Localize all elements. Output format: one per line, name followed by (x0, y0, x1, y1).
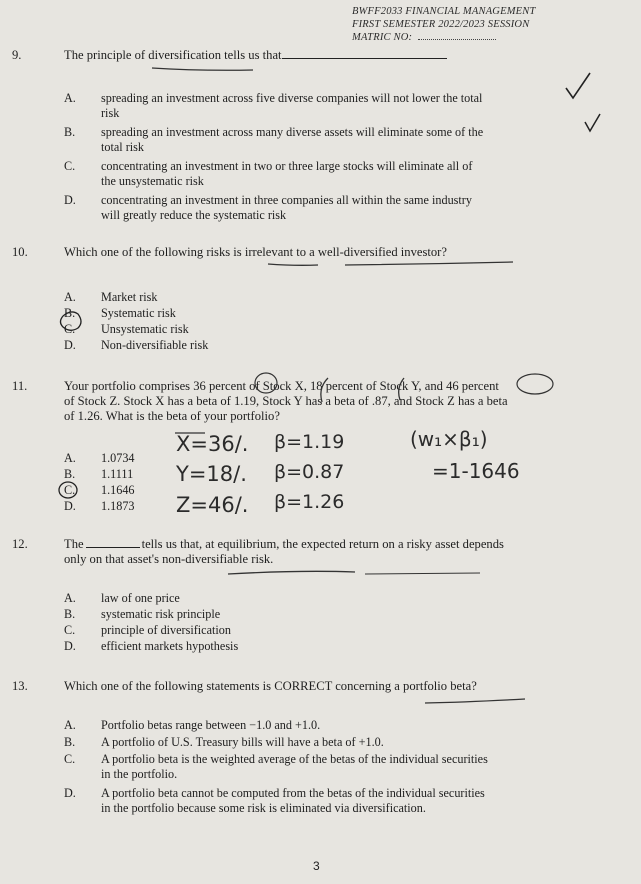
option-letter: C. (64, 322, 76, 336)
question-12 (12, 537, 632, 569)
underline-mark (345, 262, 513, 265)
option-line: concentrating an investment in three companies all within the same industry (101, 193, 472, 207)
question-number: 12. (12, 537, 28, 551)
option-line: in the portfolio because some risk is eliminated via diversification. (101, 800, 426, 815)
option-line: concentrating an investment in two or three large stocks will eliminate all of (101, 159, 473, 173)
matric-label: MATRIC NO: (352, 32, 413, 43)
option-letter: D. (64, 786, 76, 800)
underline-mark (425, 699, 525, 703)
option-letter: B. (64, 467, 76, 481)
question-line: Your portfolio comprises 36 percent of Stock X, 18 percent of Stock Y, and 46 percent (64, 379, 499, 393)
handwritten-result: =1-1646 (432, 459, 520, 483)
option-text: Unsystematic risk (101, 322, 189, 336)
question-number: 11. (12, 379, 28, 393)
answer-blank (282, 48, 447, 59)
option-text (101, 125, 581, 154)
check-mark-icon (585, 114, 600, 131)
option-letter: D. (64, 193, 76, 207)
question-text (64, 379, 508, 424)
handwritten-y: Y=18/. (176, 462, 247, 486)
option-text: A portfolio of U.S. Treasury bills will have a beta of +1.0. (101, 735, 384, 749)
option-text: efficient markets hypothesis (101, 639, 239, 653)
underline-mark (268, 264, 318, 265)
option-letter: C. (64, 159, 76, 173)
option-line: spreading an investment across five diverse companies will not lower the total (101, 91, 483, 105)
option-line: in the portfolio. (101, 766, 178, 781)
option-text (101, 193, 581, 222)
handwritten-x: X=36/. (176, 432, 249, 456)
option-letter: B. (64, 607, 76, 621)
option-letter: A. (64, 91, 76, 105)
option-text: 1.1111 (101, 467, 134, 481)
answer-blank (86, 537, 140, 548)
option-letter: A. (64, 451, 76, 465)
question-13 (12, 679, 632, 695)
question-10 (12, 245, 612, 261)
page-header (352, 6, 536, 45)
question-number: 9. (12, 48, 22, 62)
option-line: risk (101, 105, 120, 120)
option-letter: C. (64, 623, 76, 637)
option-letter: C. (64, 752, 76, 766)
option-letter: A. (64, 290, 76, 304)
underline-mark (152, 68, 253, 70)
question-line: of 1.26. What is the beta of your portfolio? (64, 409, 280, 423)
question-text-main: The principle of diversification tells us that (64, 48, 282, 62)
option-text: 1.1873 (101, 499, 135, 513)
option-text: Market risk (101, 290, 158, 304)
underline-mark (365, 573, 480, 574)
question-text (64, 537, 504, 567)
option-letter: B. (64, 735, 76, 749)
option-line: A portfolio beta is the weighted average of the betas of the individual securities (101, 752, 488, 766)
option-line: A portfolio beta cannot be computed from the betas of the individual securities (101, 786, 485, 800)
question-number: 13. (12, 679, 28, 693)
option-letter: D. (64, 338, 76, 352)
question-number: 10. (12, 245, 28, 259)
underline-mark (228, 571, 355, 574)
option-text: law of one price (101, 591, 180, 605)
option-letter: B. (64, 125, 76, 139)
option-line: will greatly reduce the systematic risk (101, 207, 287, 222)
option-letter: D. (64, 499, 76, 513)
option-text (101, 91, 581, 120)
question-line (64, 537, 504, 552)
option-letter: C. (64, 483, 76, 497)
option-line: the unsystematic risk (101, 173, 204, 188)
option-text (101, 752, 601, 781)
question-text-after: tells us that, at equilibrium, the expected return on a risky asset depends (141, 537, 504, 551)
option-text: Non-diversifiable risk (101, 338, 209, 352)
course-title: BWFF2033 FINANCIAL MANAGEMENT (352, 6, 536, 17)
question-11 (12, 379, 632, 429)
option-text (101, 159, 581, 188)
handwritten-z: Z=46/. (176, 493, 249, 517)
question-text: Which one of the following risks is irrelevant to a well-diversified investor? (64, 245, 447, 259)
question-line: only on that asset's non-diversifiable risk. (64, 552, 274, 566)
question-line: of Stock Z. Stock X has a beta of 1.19, Stock Y has a beta of .87, and Stock Z has a beta (64, 394, 508, 408)
page-number: 3 (313, 859, 320, 873)
question-text: Which one of the following statements is CORRECT concerning a portfolio beta? (64, 679, 477, 693)
option-letter: A. (64, 591, 76, 605)
option-letter: A. (64, 718, 76, 732)
handwritten-formula: (w₁×β₁) (410, 427, 488, 451)
option-text: 1.1646 (101, 483, 135, 497)
option-text: 1.0734 (101, 451, 135, 465)
matric-line (352, 31, 536, 45)
option-text (101, 786, 601, 815)
option-text: Portfolio betas range between −1.0 and +1.0. (101, 718, 321, 732)
option-line: spreading an investment across many diverse assets will eliminate some of the (101, 125, 484, 139)
question-text (64, 48, 447, 63)
question-9 (12, 48, 612, 64)
option-text: Systematic risk (101, 306, 176, 320)
semester-line: FIRST SEMESTER 2022/2023 SESSION (352, 18, 530, 30)
option-text: systematic risk principle (101, 607, 221, 621)
matric-blank (418, 31, 496, 40)
handwritten-z-beta: β=1.26 (274, 491, 345, 513)
option-letter: B. (64, 306, 76, 320)
handwritten-y-beta: β=0.87 (274, 461, 345, 483)
question-text-before: The (64, 537, 84, 551)
option-line: total risk (101, 139, 144, 154)
handwritten-x-beta: β=1.19 (274, 431, 345, 453)
option-text: principle of diversification (101, 623, 231, 637)
option-letter: D. (64, 639, 76, 653)
